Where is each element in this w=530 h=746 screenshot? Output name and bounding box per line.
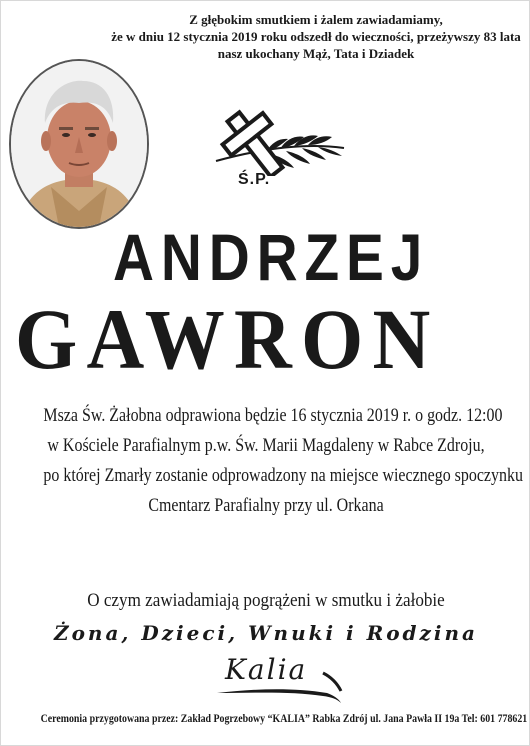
footer-text: Ceremonia przygotowana przez: Zakład Pogrzebowy “KALIA” Rabka Zdrój ul. Jana Pawła II 19a Tel: 601 778621 [40, 713, 528, 725]
portrait-photo [9, 59, 149, 229]
mass-details [1, 401, 530, 521]
announcement-intro [101, 11, 530, 62]
intro-line-3: nasz ukochany Mąż, Tata i Dziadek [217, 46, 415, 61]
mass-line-3: po której Zmarły zostanie odprowadzony na miejsce wiecznego spoczynku [43, 465, 523, 486]
kalia-logo [211, 653, 351, 705]
mass-line-2: w Kościele Parafialnym p.w. Św. Marii Magdaleny w Rabce Zdroju, [47, 435, 485, 456]
closing-statement [1, 589, 530, 613]
closing-line: O czym zawiadamiają pogrążeni w smutku i żałobie [87, 590, 445, 611]
portrait-illustration [11, 61, 147, 227]
funeral-home-footer [1, 713, 530, 725]
deceased-first-name: ANDRZEJ [113, 220, 430, 294]
intro-line-1: Z głębokim smutkiem i żalem zawiadamiamy, [189, 12, 443, 27]
family-signature: Żona, Dzieci, Wnuki i Rodzina [53, 621, 478, 645]
kalia-logo-text: Kalia [225, 653, 308, 686]
intro-line-2: że w dniu 12 stycznia 2019 roku odszedł do wieczności, przeżywszy 83 lata [111, 29, 521, 44]
mass-line-4: Cmentarz Parafialny przy ul. Orkana [148, 495, 384, 516]
mass-line-1: Msza Św. Żałobna odprawiona będzie 16 stycznia 2019 r. o godz. 12:00 [43, 405, 503, 426]
sp-label: Ś.P. [238, 171, 271, 188]
cross-with-palm-icon [206, 106, 346, 181]
logo-swoosh-icon [211, 653, 351, 705]
deceased-last-name: GAWRON [15, 291, 440, 387]
